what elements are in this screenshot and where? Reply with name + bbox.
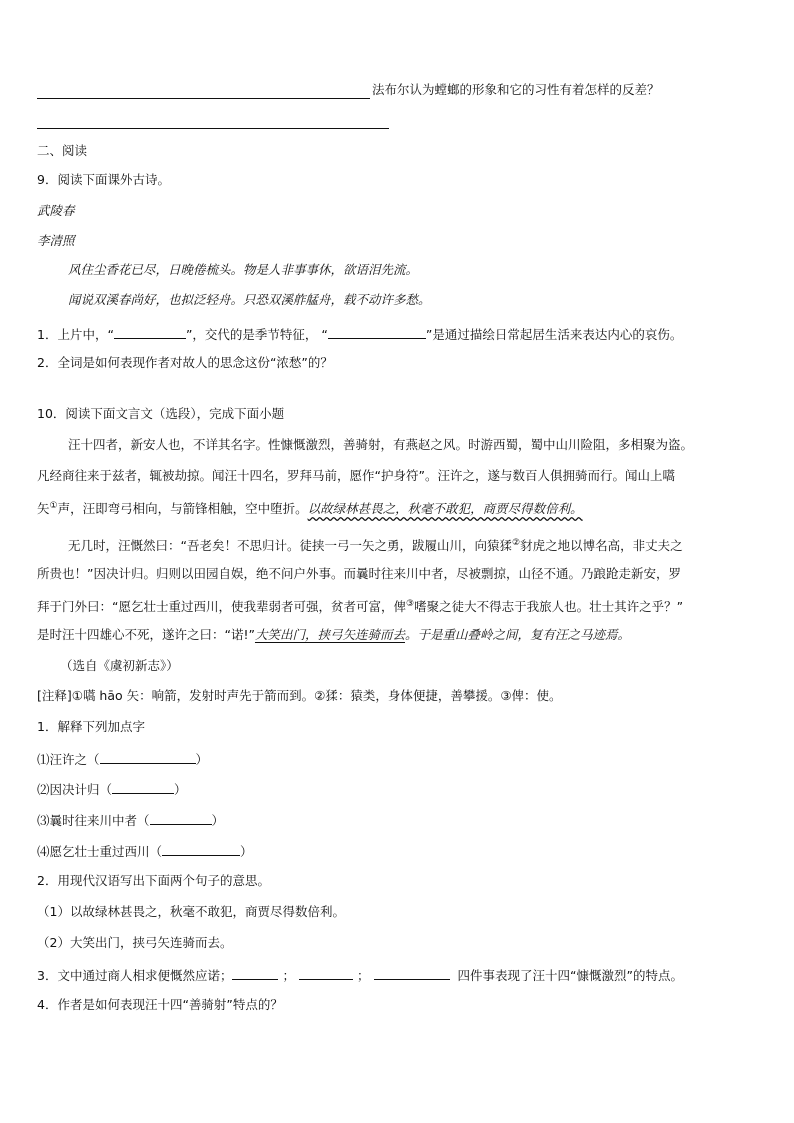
passage-text: 声，汪即弯弓相向，与箭锋相触，空中堕折。 — [57, 501, 308, 517]
sentence-item: （2）大笑出门，挟弓矢连骑而去。 — [37, 935, 233, 950]
passage-line — [37, 498, 583, 517]
separator: ； — [356, 968, 370, 983]
question-stem: 10．阅读下面文言文（选段），完成下面小题 — [37, 406, 285, 421]
sentence-item: （1）以故绿林甚畏之，秋毫不敢犯，商贾尽得数倍利。 — [37, 904, 345, 919]
answer-blank[interactable] — [162, 842, 240, 856]
section-title: 二、阅读 — [37, 143, 88, 158]
word-prompt: ⑷愿乞壮士重过西川（ — [37, 844, 163, 859]
subquestion: 4．作者是如何表现汪十四“善骑射”特点的？ — [37, 997, 283, 1012]
close-paren: ） — [240, 844, 253, 859]
poem-author: 李清照 — [37, 233, 75, 248]
close-paren: ） — [195, 752, 209, 767]
passage-line: 汪十四者，新安人也，不详其名字。性慷慨激烈，善骑射，有燕赵之风。时游西蜀，蜀中山川险阻，多相聚为盗。 — [68, 437, 694, 452]
translation-sentence: 大笑出门，挟弓矢连骑而去 — [254, 627, 405, 642]
subquestion-text: ”，交代的是季节特征， “ — [185, 327, 328, 342]
poem-title: 武陵春 — [37, 203, 75, 218]
footnote-marker: ③ — [405, 599, 415, 609]
passage-line — [68, 535, 683, 554]
answer-blank[interactable] — [328, 325, 426, 339]
subquestion-text: ”是通过描绘日常起居生活来表达内心的哀伤。 — [425, 327, 683, 342]
answer-blank[interactable] — [114, 325, 186, 339]
subquestion: 2．用现代汉语写出下面两个句子的意思。 — [37, 873, 270, 888]
answer-blank[interactable] — [100, 750, 196, 764]
question-tail: 法布尔认为螳螂的形象和它的习性有着怎样的反差？ — [372, 82, 660, 97]
question-stem: 9．阅读下面课外古诗。 — [37, 172, 170, 187]
answer-blank[interactable] — [112, 780, 174, 794]
passage-text: 嗜聚之徒大不得志于我旅人也。壮士其许之乎？” — [414, 599, 684, 615]
footnotes: [注释]①嚆 hāo 矢：响箭，发射时声先于箭而到。②猱：猿类，身体便捷，善攀援。③俾：使。 — [37, 688, 562, 703]
passage-text: 拜于门外曰：“愿乞壮士重过西川，使我辈弱者可强，贫者可富，俾 — [37, 599, 406, 615]
separator: ； — [282, 968, 295, 983]
passage-text: 。于是重山叠岭之间，复有汪之马迹焉。 — [404, 627, 630, 642]
word-item — [37, 842, 253, 860]
poem-line: 风住尘香花已尽，日晚倦梳头。物是人非事事休，欲语泪先流。 — [68, 262, 419, 277]
answer-line[interactable] — [37, 98, 370, 99]
word-prompt: ⑶曩时往来川中者（ — [37, 813, 150, 828]
passage-text: 矢 — [37, 501, 50, 517]
passage-text: 无几时，汪慨然曰：“吾老矣！不思归计。徒挟一弓一矢之勇，跋履山川，向猿猱 — [68, 538, 512, 554]
answer-line[interactable] — [37, 128, 389, 129]
translation-sentence: 以故绿林甚畏之，秋毫不敢犯，商贾尽得数倍利。 — [307, 501, 583, 517]
word-item — [37, 750, 208, 768]
subquestion-text: 四件事表现了汪十四“慷慨激烈”的特点。 — [457, 968, 683, 983]
passage-text: 豺虎之地以博名高，非丈夫之 — [520, 538, 683, 554]
word-prompt: ⑴汪许之（ — [37, 752, 100, 767]
passage-line — [37, 627, 630, 643]
word-item — [37, 780, 187, 798]
footnote-marker: ② — [511, 538, 521, 548]
answer-blank[interactable] — [150, 811, 212, 825]
passage-source: （选自《虞初新志》） — [60, 658, 179, 673]
word-item — [37, 811, 224, 829]
poem-line: 闻说双溪春尚好，也拟泛轻舟。只恐双溪舴艋舟，载不动许多愁。 — [68, 292, 431, 307]
subquestion — [37, 966, 683, 984]
subquestion — [37, 325, 682, 343]
answer-blank[interactable] — [232, 966, 278, 980]
passage-line: 所贵也！”因决计归。归则以田园自娱，绝不问户外事。而曩时往来川中者，尽被剽掠，山径不通。乃踉跄走新安，罗 — [37, 566, 681, 581]
passage-line — [37, 596, 683, 615]
footnote-marker: ① — [49, 501, 58, 511]
word-prompt: ⑵因决计归（ — [37, 782, 113, 797]
subquestion-text: 3．文中通过商人相求便慨然应诺； — [37, 968, 233, 983]
answer-blank[interactable] — [374, 966, 450, 980]
close-paren: ） — [174, 782, 187, 797]
subquestion: 1．解释下列加点字 — [37, 719, 145, 734]
answer-blank[interactable] — [299, 966, 353, 980]
close-paren: ） — [211, 813, 225, 828]
subquestion: 2．全词是如何表现作者对故人的思念这份“浓愁”的？ — [37, 355, 333, 370]
passage-line: 凡经商往来于兹者，辄被劫掠。闻汪十四名，罗拜马前，愿作“护身符”。汪许之，遂与数百人俱拥骑而行。闻山上嚆 — [37, 468, 675, 483]
subquestion-text: 1．上片中，“ — [37, 327, 114, 342]
passage-text: 是时汪十四雄心不死，遂许之曰：“诺!” — [37, 627, 255, 642]
